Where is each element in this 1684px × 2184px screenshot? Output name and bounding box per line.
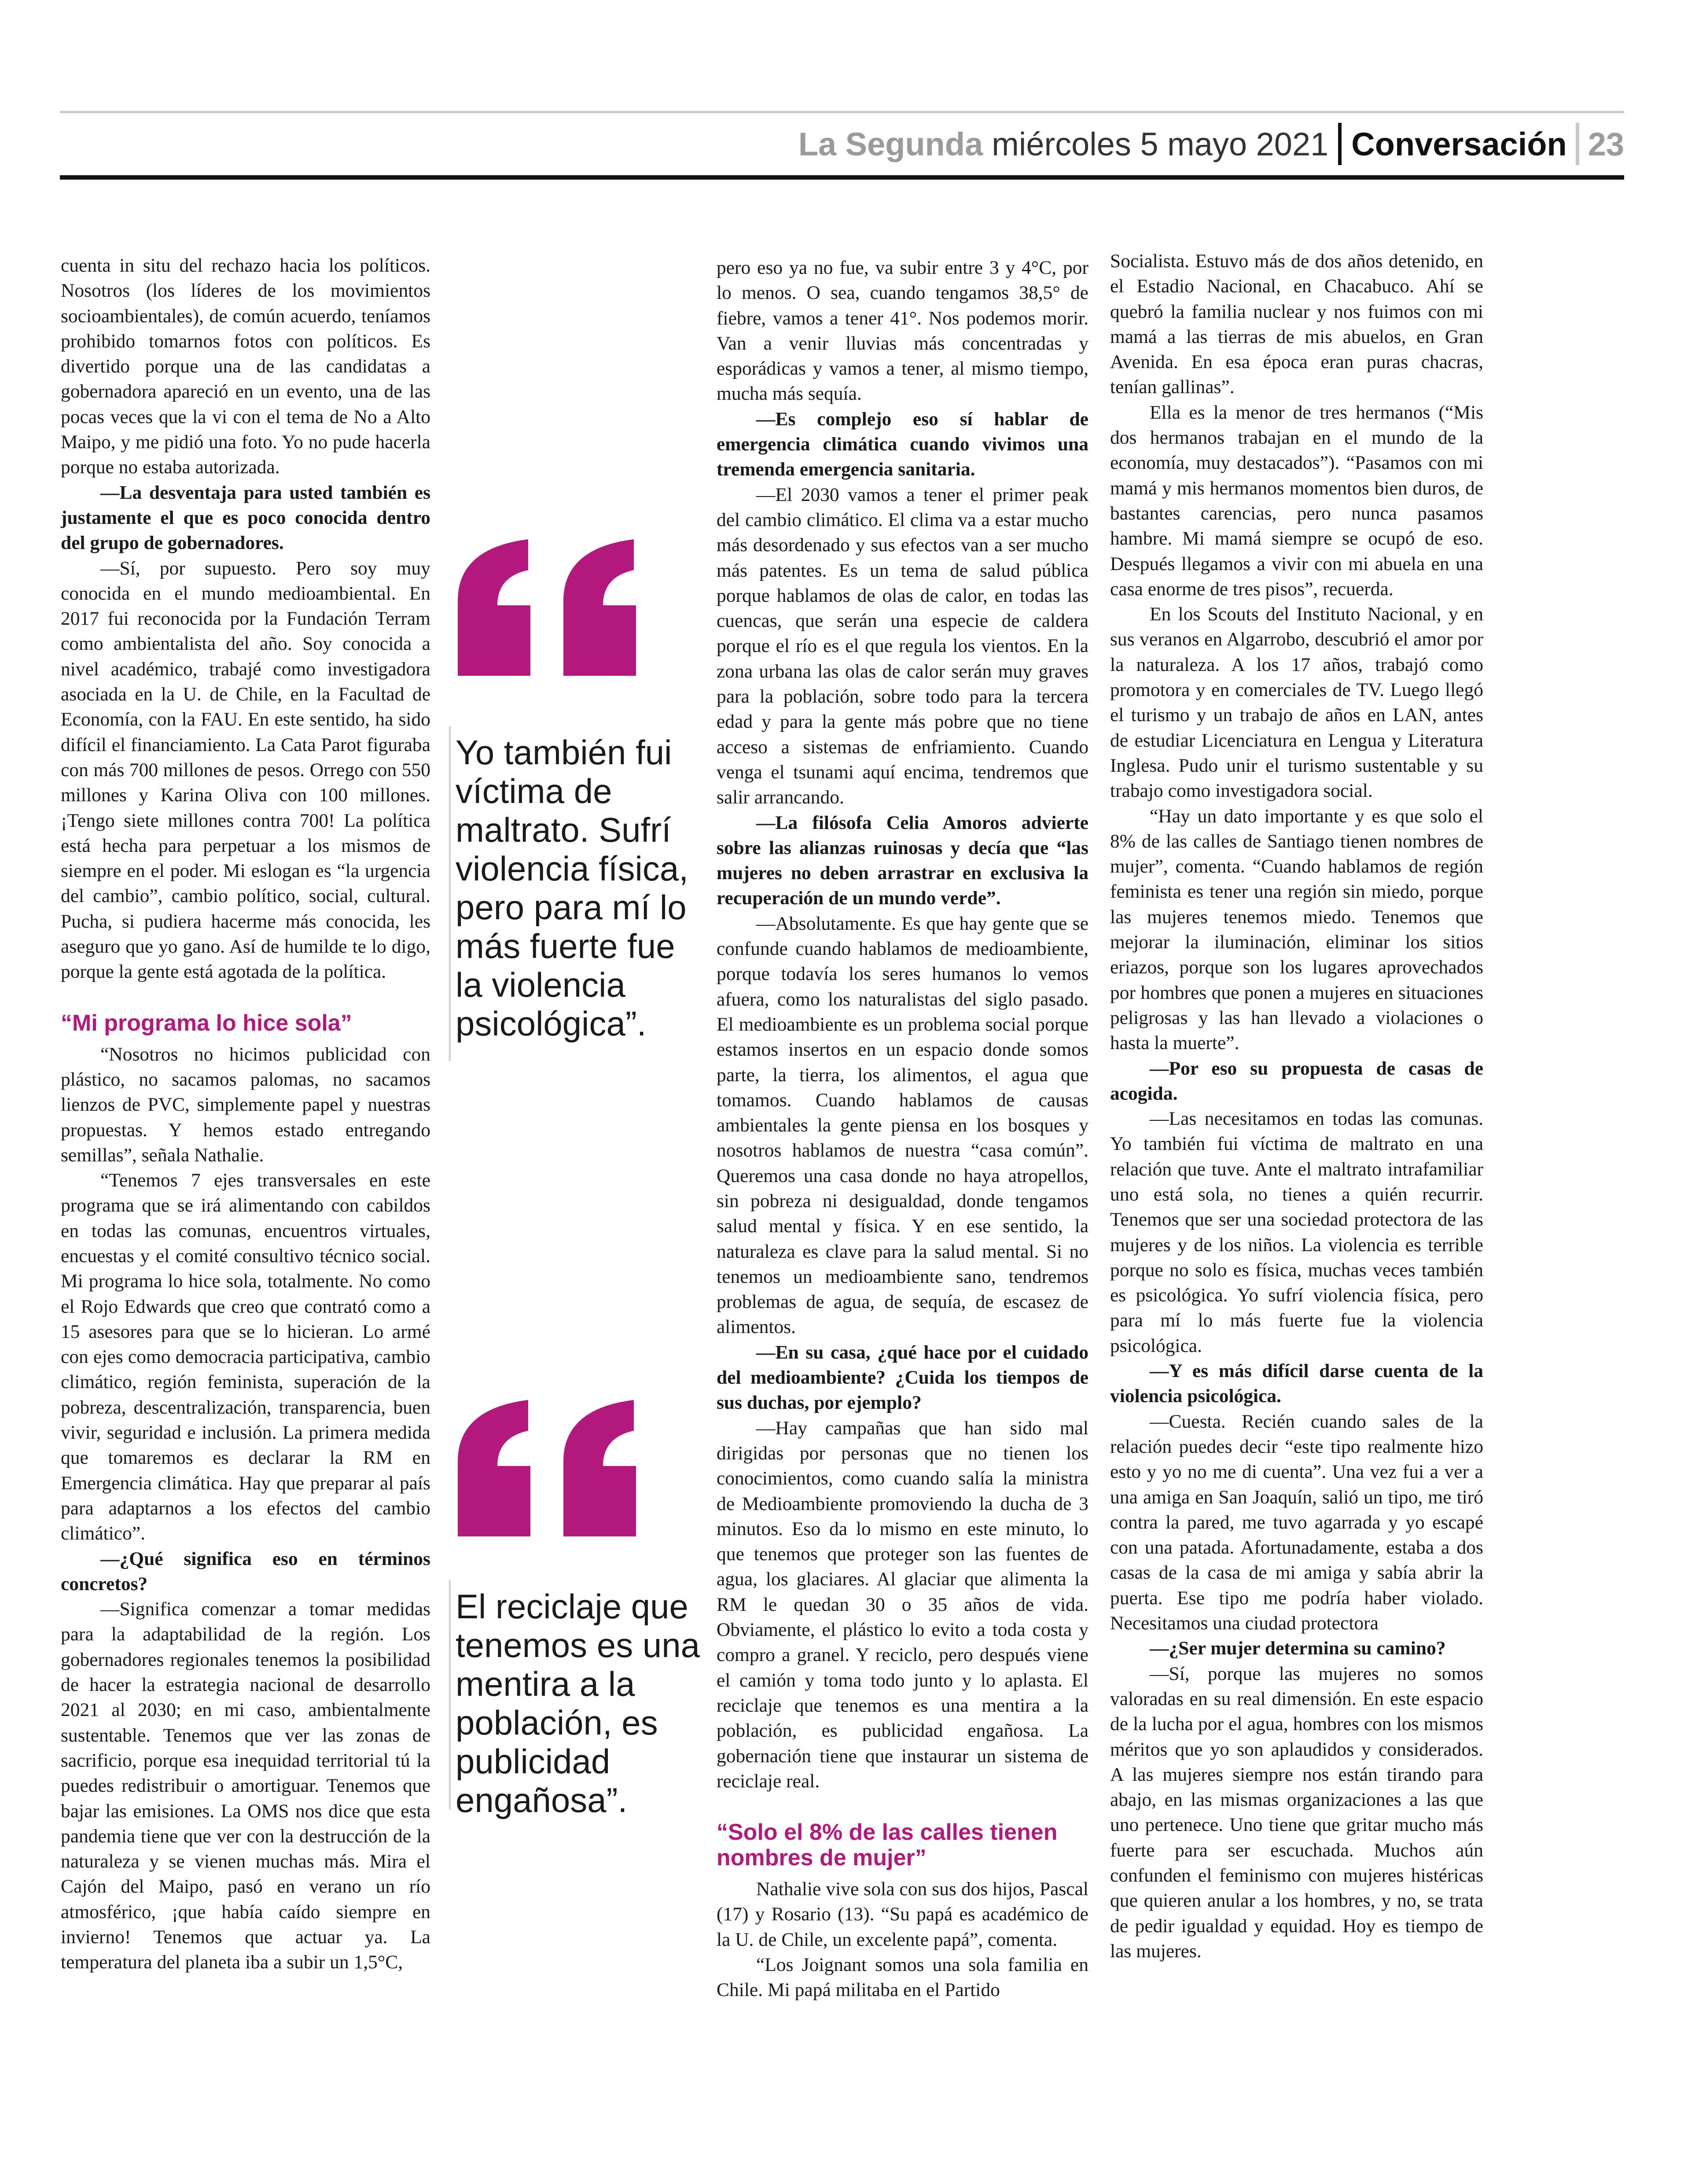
subheading: “Solo el 8% de las calles tienen nombres de mujer”: [717, 1819, 1058, 1871]
interview-question: —La desventaja para usted también es justamente el que es poco conocida dentro del grupo de gobernadores.: [61, 482, 430, 554]
article-column-3: [1110, 249, 1483, 2098]
page-number: 23: [1588, 125, 1624, 162]
masthead: [748, 115, 1624, 173]
interview-question: —Y es más difícil darse cuenta de la violencia psicológica.: [1110, 1360, 1483, 1407]
paragraph: —Sí, por supuesto. Pero soy muy conocida en el mundo medioambiental. En 2017 fui reconocida por la Fundación Terram como ambientalista del año. Soy conocida a nivel académico, trabajé como investigadora asociada en la U. de Chile, en la Facultad de Economía, con la FAU. En este sentido, ha sido difícil el financiamiento. La Cata Parot figuraba con más 700 millones de pesos. Orrego con 550 millones y Karina Oliva con 100 millones. ¡Tengo siete millones contra 700! La política está hecha para perpetuar a los mismos de siempre en el poder. Mi eslogan es “la urgencia del cambio”, cambio político, social, cultural. Pucha, si pudiera hacerme más conocida, les aseguro que yo gano. Así de humilde te lo digo, porque la gente está agotada de la política.: [61, 557, 430, 983]
pullquote-text: El reciclaje que tenemos es una mentira a la población, es publicidad engañosa”.: [456, 1587, 700, 1819]
open-quote-icon: [453, 539, 647, 685]
masthead-divider: [1338, 123, 1342, 165]
section-name: Conversación: [1351, 125, 1567, 162]
paragraph: Nathalie vive sola con sus dos hijos, Pascal (17) y Rosario (13). “Su papá es académico de la U. de Chile, un excelente papá”, comenta.: [717, 1878, 1088, 1950]
paragraph: —Significa comenzar a tomar medidas para la adaptabilidad de la región. Los gobernadores regionales tenemos la posibilidad de hacer la estrategia nacional de desarrollo 2021 al 2030; en mi caso, ambientalmente sustentable. Tenemos que ver las zonas de sacrificio, porque esa inequidad territorial tú la puedes redistribuir o amortiguar. Tenemos que bajar las emisiones. La OMS nos dice que esta pandemia tiene que ver con la destrucción de la naturaleza y se vienen muchas más. Mira el Cajón del Maipo, pasó en verano un río atmosférico, ¡que había caído siempre en invierno! Tenemos que actuar ya. La temperatura del planeta iba a subir un 1,5°C,: [61, 1598, 430, 1973]
paragraph: En los Scouts del Instituto Nacional, y en sus veranos en Algarrobo, descubrió el amor por la naturaleza. A los 17 años, trabajó como promotora y en comerciales de TV. Luego llegó el turismo y un trabajo de años en LAN, antes de estudiar Licenciatura en Lengua y Literatura Inglesa. Pudo unir el turismo sustentable y su trabajo como investigadora social.: [1110, 604, 1483, 802]
paragraph: Ella es la menor de tres hermanos (“Mis dos hermanos trabajan en el mundo de la economía, muy destacados”). “Pasamos con mi mamá y mis hermanos momentos bien duros, de bastantes carencias, pero nunca pasamos hambre. Mi mamá siempre se ocupó de eso. Después llegamos a vivir con mi abuela en una casa enorme de tres pisos”, recuerda.: [1110, 401, 1483, 600]
paragraph: cuenta in situ del rechazo hacia los políticos. Nosotros (los líderes de los movimientos socioambientales), de común acuerdo, teníamos prohibido tomarnos fotos con políticos. Es divertido porque una de las candidatas a gobernadora apareció en un evento, una de las pocas veces que la vi con el tema de No a Alto Maipo, y me pidió una foto. Yo no pude hacerla porque no estaba autorizada.: [61, 255, 430, 478]
pullquote-rule: [449, 1580, 451, 1809]
pullquote-text: Yo también fui víctima de maltrato. Sufrí violencia física, pero para mí lo más fuerte fue la violencia psicológica”.: [456, 733, 688, 1043]
paragraph: “Hay un dato importante y es que solo el 8% de las calles de Santiago tienen nombres de mujer”, comenta. “Cuando hablamos de región feminista es tener una región sin miedo, porque las mujeres tenemos miedo. Tenemos que mejorar la iluminación, eliminar los sitios eriazos, porque son los lugares aprovechados por hombres que ponen a mujeres en situaciones peligrosas y las han llevado a violaciones o hasta la muerte”.: [1110, 805, 1483, 1054]
masthead-divider: [1576, 123, 1579, 165]
paragraph: pero eso ya no fue, va subir entre 3 y 4°C, por lo menos. O sea, cuando tengamos 38,5° de fiebre, vamos a tener 41°. Nos podemos morir. Van a venir lluvias más concentradas y esporádicas y vamos a tener, al mismo tiempo, mucha más sequía.: [717, 257, 1088, 405]
top-rule: [60, 111, 1624, 113]
paragraph: Socialista. Estuvo más de dos años detenido, en el Estadio Nacional, en Chacabuco. Ahí se quebró la familia nuclear y nos fuimos con mi mamá a las tierras de mis abuelos, en Gran Avenida. En esa época eran puras chacras, tenían gallinas”.: [1110, 250, 1483, 398]
paragraph: —El 2030 vamos a tener el primer peak del cambio climático. El clima va a estar mucho más desordenado y sus efectos van a ser mucho más patentes. Es un tema de salud pública porque hablamos de olas de calor, en todas las cuencas, que serán una especie de caldera porque el río es el que regula los vientos. En la zona urbana las olas de calor serán muy graves para la población, sobre todo para la tercera edad y para la gente más pobre que no tiene acceso a sistemas de enfriamiento. Cuando venga el tsunami aquí encima, tendremos que salir arrancando.: [717, 484, 1088, 808]
header-rule: [60, 175, 1624, 180]
paragraph: “Los Joignant somos una sola familia en Chile. Mi papá militaba en el Partido: [717, 1954, 1088, 2001]
issue-date: miércoles 5 mayo 2021: [992, 125, 1329, 162]
open-quote-icon: [453, 1400, 647, 1545]
article-column-1: [61, 253, 430, 2102]
paragraph: —Las necesitamos en todas las comunas. Yo también fui víctima de maltrato en una relación que tuve. Ante el maltrato intrafamiliar uno está sola, no tienes a quién recurrir. Tenemos que ser una sociedad protectora de las mujeres y de los niños. La violencia es terrible porque no solo es física, muchas veces también es psicológica. Yo sufrí violencia física, pero para mí lo más fuerte fue la violencia psicológica.: [1110, 1108, 1483, 1356]
newspaper-name: La Segunda: [798, 125, 983, 162]
paragraph: “Tenemos 7 ejes transversales en este programa que se irá alimentando con cabildos en todas las comunas, encuentros virtuales, encuestas y el comité consultivo técnico social. Mi programa lo hice sola, totalmente. No como el Rojo Edwards que creo que contrató como a 15 asesores para que se lo hicieran. Lo armé con ejes como democracia participativa, cambio climático, región feminista, superación de la pobreza, descentralización, transparencia, buen vivir, seguridad e inclusión. La primera medida que tomaremos es declarar la RM en Emergencia climática. Hay que preparar al país para adaptarnos a los efectos del cambio climático”.: [61, 1170, 430, 1544]
pullquote-rule: [449, 726, 451, 1061]
paragraph: —Absolutamente. Es que hay gente que se confunde cuando hablamos de medioambiente, porque todavía los seres humanos lo vemos afuera, como los naturalistas del siglo pasado. El medioambiente es un problema social porque estamos insertos en un espacio donde somos parte, la tierra, los alimentos, el agua que tomamos. Cuando hablamos de causas ambientales la gente piensa en los bosques y nosotros hablamos de nuestra “casa común”. Queremos una casa donde no haya atropellos, sin pobreza ni desigualdad, donde tengamos salud mental y física. Y en ese sentido, la naturaleza es clave para la salud mental. Si no tenemos un medioambiente sano, tendremos problemas de agua, de sequía, de escasez de alimentos.: [717, 913, 1088, 1338]
interview-question: —La filósofa Celia Amoros advierte sobre las alianzas ruinosas y decía que “las mujeres no deben arrastrar en exclusiva la recuperación de un mundo verde”.: [717, 812, 1088, 909]
subheading: “Mi programa lo hice sola”: [61, 1010, 352, 1036]
interview-question: —¿Qué significa eso en términos concretos?: [61, 1548, 430, 1595]
interview-question: —En su casa, ¿qué hace por el cuidado del medioambiente? ¿Cuida los tiempos de sus duchas, por ejemplo?: [717, 1341, 1088, 1414]
paragraph: —Cuesta. Recién cuando sales de la relación puedes decir “este tipo realmente hizo esto y yo no me di cuenta”. Una vez fui a ver a una amiga en San Joaquín, salió un tipo, me tiró contra la pared, me tuvo agarrada y yo escapé con una patada. Afortunadamente, estaba a dos casas de la casa de mi amiga y sabía abrir la puerta. Ese tipo me podría haber violado. Necesitamos una ciudad protectora: [1110, 1411, 1483, 1634]
interview-question: —Es complejo eso sí hablar de emergencia climática cuando vivimos una tremenda emergencia sanitaria.: [717, 408, 1088, 480]
article-column-2: [717, 255, 1088, 2104]
interview-question: —¿Ser mujer determina su camino?: [1150, 1638, 1446, 1659]
paragraph: —Sí, porque las mujeres no somos valoradas en su real dimensión. En este espacio de la lucha por el agua, hombres con los mismos méritos que yo son aplaudidos y considerados. A las mujeres siempre nos están tirando para abajo, en las mismas organizaciones a las que uno pertenece. Uno tiene que gritar mucho más fuerte para ser escuchada. Muchos aún confunden el feminismo con mujeres histéricas que quieren anular a los hombres, y no, se trata de pedir igualdad y equidad. Hoy es tiempo de las mujeres.: [1110, 1663, 1483, 1962]
interview-question: —Por eso su propuesta de casas de acogida.: [1110, 1057, 1483, 1104]
paragraph: —Hay campañas que han sido mal dirigidas por personas que no tienen los conocimientos, como cuando salía la ministra de Medioambiente promoviendo la ducha de 3 minutos. Eso da lo mismo en este minuto, lo que tenemos que proteger son las fuentes de agua, los glaciares. Al glaciar que alimenta la RM le quedan 30 o 35 años de vida. Obviamente, el plástico lo evito a toda costa y compro a granel. Y reciclo, pero después viene el camión y toma todo junto y lo aplasta. El reciclaje que tenemos es una mentira a la población, es publicidad engañosa. La gobernación tiene que instaurar un sistema de reciclaje real.: [717, 1417, 1088, 1792]
paragraph: “Nosotros no hicimos publicidad con plástico, no sacamos palomas, no sacamos lienzos de PVC, simplemente papel y nuestras propuestas. Y hemos estado entregando semillas”, señala Nathalie.: [61, 1043, 430, 1166]
